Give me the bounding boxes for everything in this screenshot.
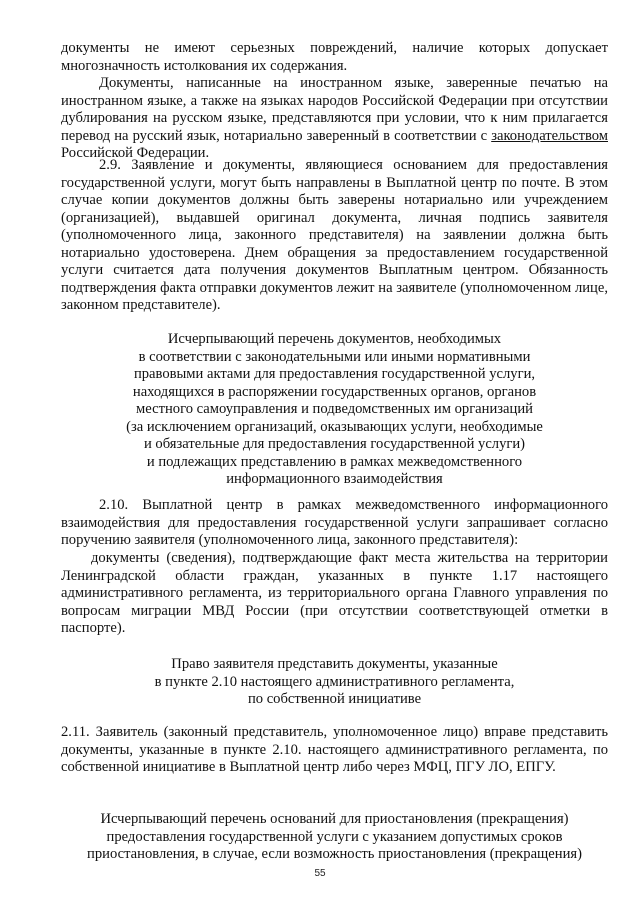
heading-line: информационного взаимодействия — [226, 471, 443, 487]
paragraph-2-10: 2.10. Выплатной центр в рамках межведомственного информационного взаимодействия для предоставления государственной услуги запрашивает согласно поручению заявителя (уполномоченного лица, законного представителя): — [61, 497, 608, 548]
heading-line: в соответствии с законодательными или иными нормативными — [138, 348, 531, 365]
heading-line: и подлежащих представлению в рамках межведомственного — [146, 453, 523, 470]
heading-line: Право заявителя представить документы, указанные — [171, 656, 498, 672]
heading-line: приостановления, в случае, если возможность приостановления (прекращения) — [87, 846, 582, 862]
heading-line: правовыми актами для предоставления государственной услуги, — [133, 366, 536, 382]
legislation-link[interactable]: законодательством — [491, 127, 608, 144]
heading-line: (за исключением организаций, оказывающих услуги, необходимые — [126, 418, 543, 435]
paragraph-foreign-language-end: Российской Федерации. — [61, 145, 210, 161]
heading-exhaustive-list-documents — [61, 331, 608, 489]
heading-applicant-right — [61, 656, 608, 709]
paragraph-2-9: 2.9. Заявление и документы, являющиеся основанием для предоставления государственной услуги, могут быть направлены в Выплатной центр по почте. В этом случае копии документов должны быть заверены нотариально или учреждением (организацией), выдавшей оригинал документа, личная подпись заявителя (уполномоченного лица, законного представителя) на заявлении должна быть нотариально удостоверена. Днем обращения за предоставлением государственной услуги считается дата получения документов Выплатным центром. Обязанность подтверждения факта отправки документов лежит на заявителе (уполномоченном лице, законном представителе). — [61, 157, 608, 313]
heading-line: предоставления государственной услуги с указанием допустимых сроков — [106, 828, 563, 845]
heading-line: Исчерпывающий перечень документов, необходимых — [167, 331, 502, 347]
heading-line: находящихся в распоряжении государственных органов, органов — [132, 383, 537, 400]
paragraph-documents-damage: документы не имеют серьезных повреждений, наличие которых допускает многозначность истолкования их содержания. — [61, 40, 608, 74]
heading-line: Исчерпывающий перечень оснований для приостановления (прекращения) — [100, 811, 569, 827]
heading-line: по собственной инициативе — [247, 691, 422, 707]
paragraph-2-10-documents: документы (сведения), подтверждающие факт места жительства на территории Ленинградской области граждан, указанных в пункте 1.17 настоящего административного регламента, из территориального органа Главного управления по вопросам миграции МВД России (при отсутствии соответствующей отметки в паспорте). — [61, 550, 608, 636]
heading-suspension-grounds — [61, 811, 608, 864]
paragraph-foreign-language — [61, 75, 608, 163]
heading-line: и обязательные для предоставления государственной услуги) — [143, 436, 526, 452]
heading-line: местного самоуправления и подведомственных им организаций — [136, 401, 533, 417]
paragraph-foreign-language-text: Документы, написанные на иностранном языке, заверенные печатью на иностранном языке, а также на языках народов Российской Федерации при отсутствии дублирования на русском языке, представляются при условии, что к ним прилагается перевод на русский язык, нотариально заверенный в соответствии с — [61, 75, 608, 144]
paragraph-2-11: 2.11. Заявитель (законный представитель, уполномоченное лицо) вправе представить документы, указанные в пункте 2.10. настоящего административного регламента, по собственной инициативе в Выплатной центр либо через МФЦ, ПГУ ЛО, ЕПГУ. — [61, 724, 608, 775]
page-number: 55 — [314, 868, 326, 879]
heading-line: в пункте 2.10 настоящего административного регламента, — [154, 673, 515, 690]
